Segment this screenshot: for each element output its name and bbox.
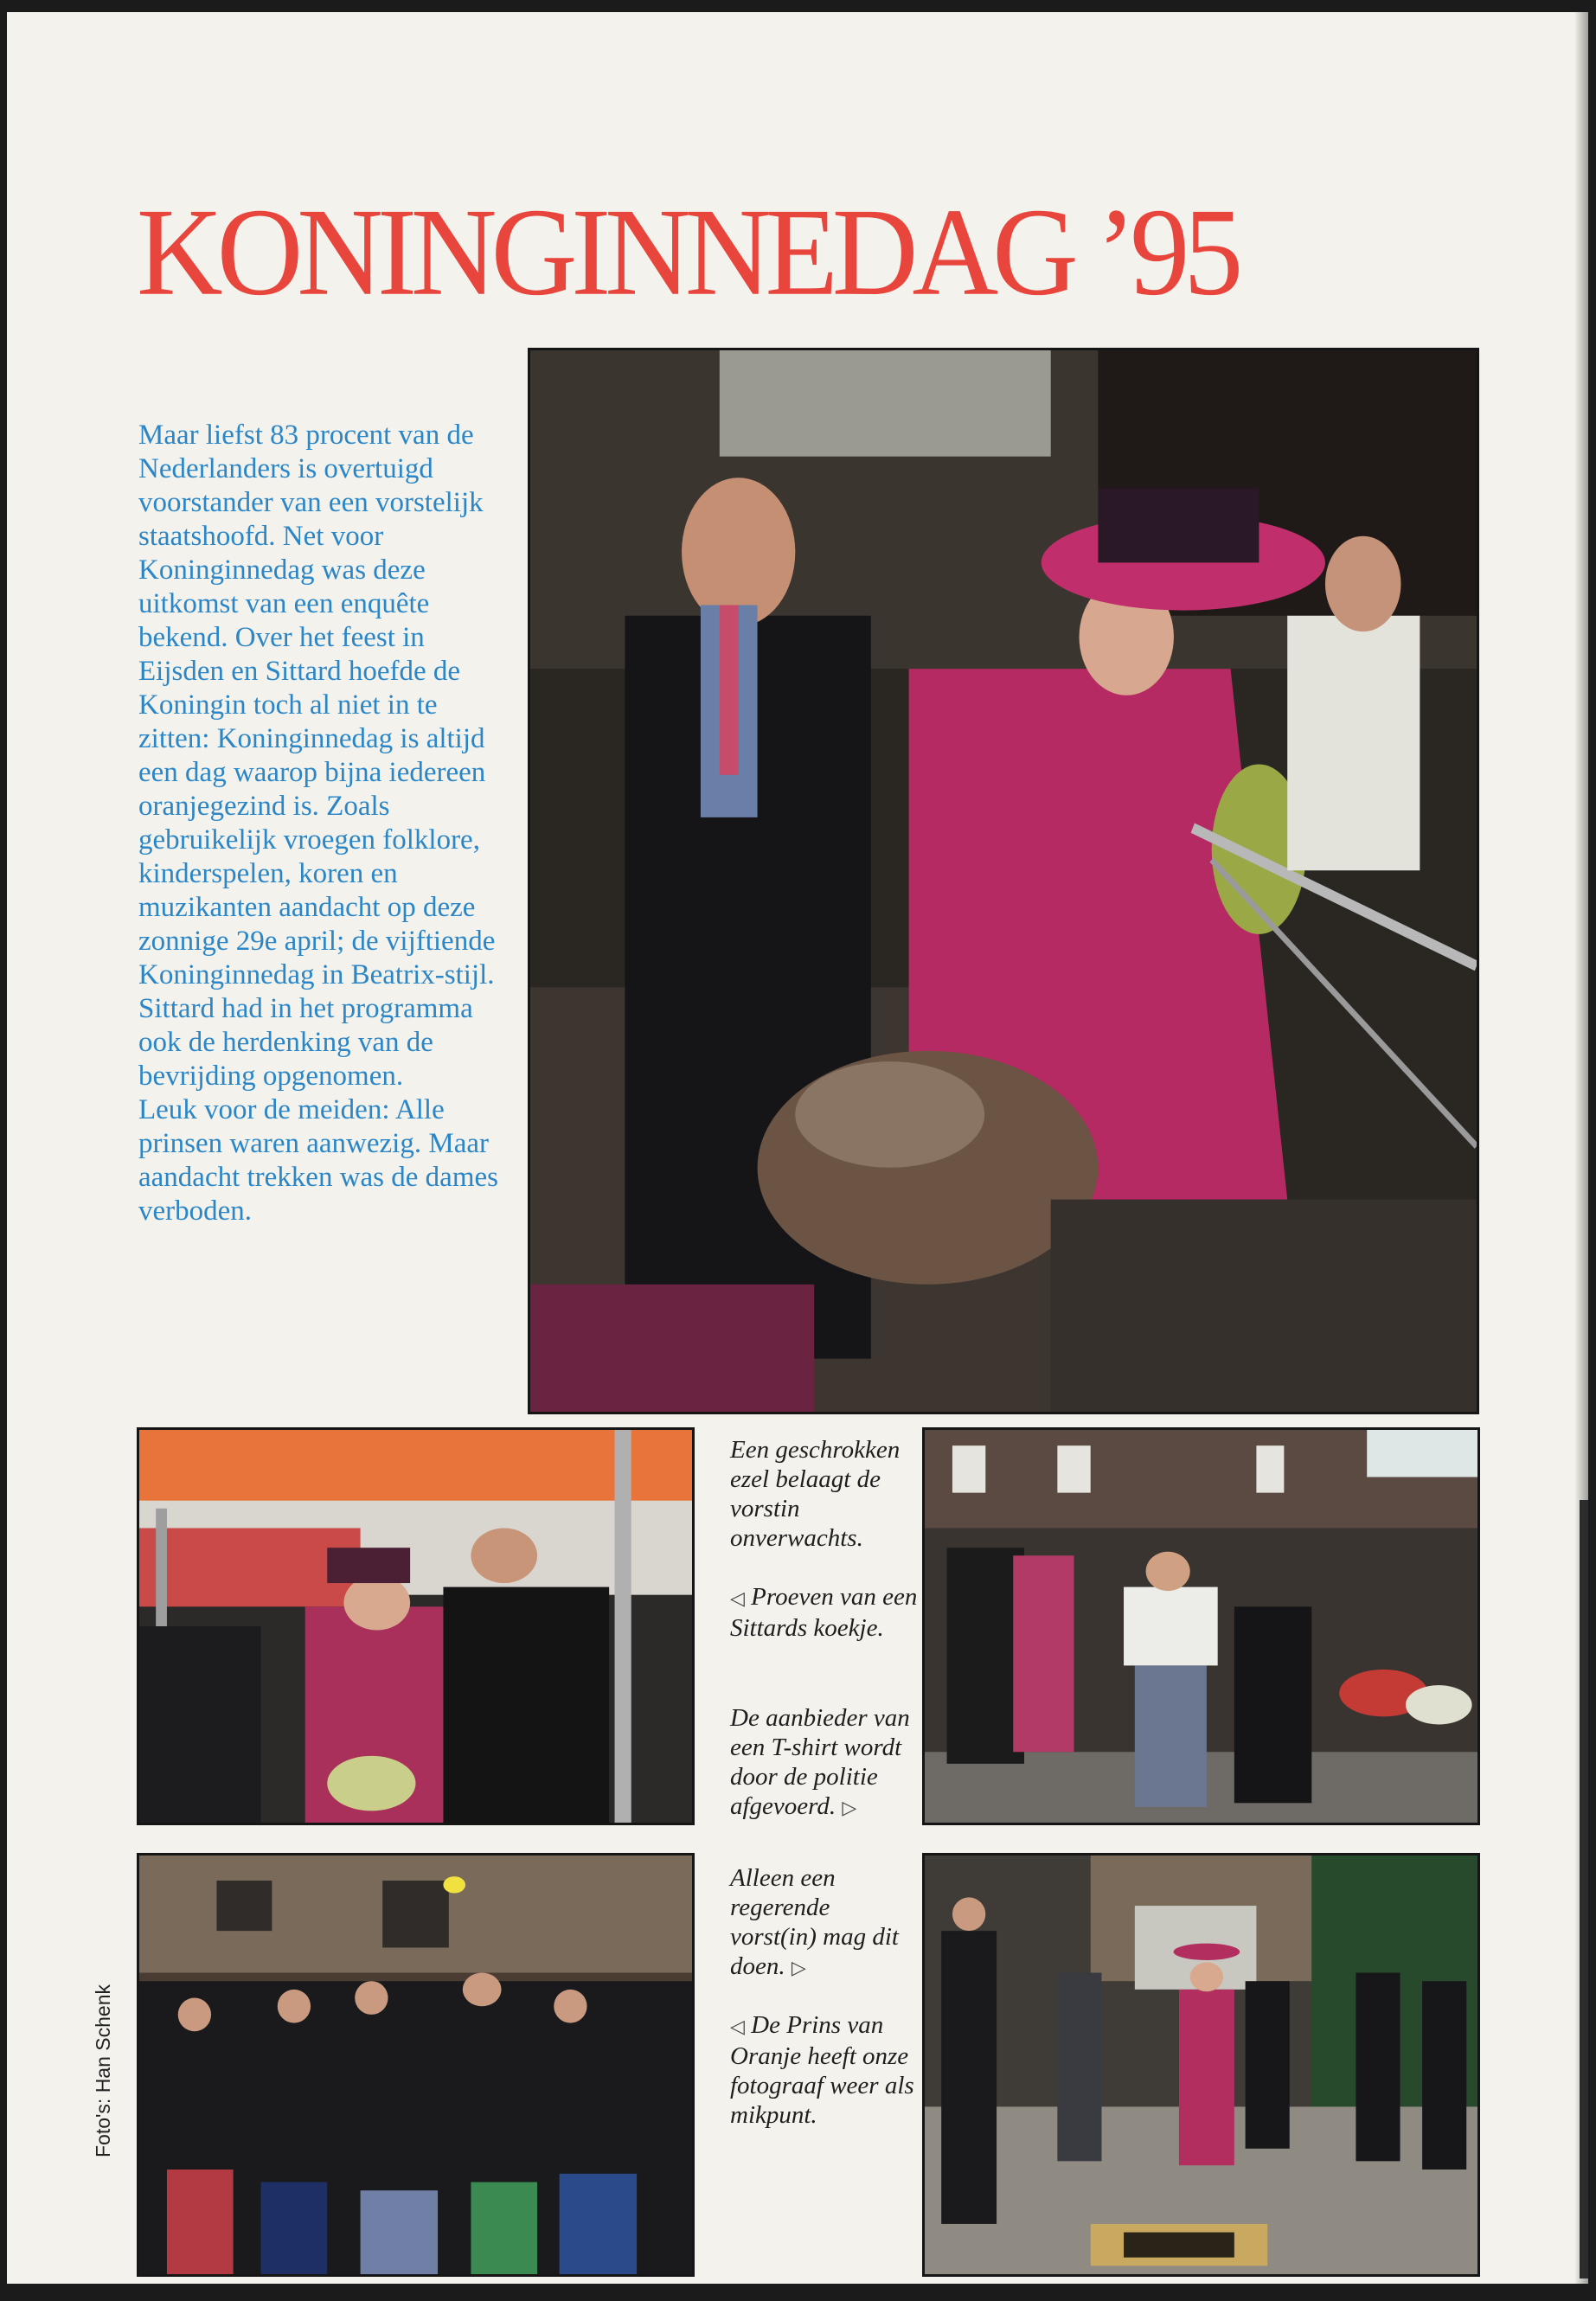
caption-text: Een geschrokken ezel belaagt de vorstin onverwachts.: [730, 1436, 901, 1552]
magazine-page: [7, 12, 1588, 2284]
page-fold: [1580, 1500, 1588, 2279]
intro-paragraph: Maar liefst 83 procent van de Nederlanders is overtuigd voorstander van een vorstelijk staatshoofd. Net voor Koninginnedag was deze uitkomst van een enquête bekend. Over het feest in Eijsden en Sittard hoefde de Koningin toch al niet in te zitten: Koninginnedag is altijd een dag waarop bijna iedereen oranjegezind is. Zoals gebruikelijk vroegen folklore, kinderspelen, koren en muzikanten aandacht op deze zonnige 29e april; de vijftiende Koninginnedag in Beatrix-stijl. Sittard had in het programma ook de herdenking van de bevrijding opgenomen.: [138, 420, 496, 1092]
left-triangle-icon: ◁: [730, 1587, 745, 1609]
right-triangle-icon: ▷: [842, 1797, 857, 1818]
photo-main-donkey: [528, 348, 1479, 1414]
caption-text: De aanbieder van een T-shirt wordt door de politie afgevoerd.: [730, 1704, 910, 1820]
photo-tshirt: [922, 1427, 1480, 1825]
caption-regent: [730, 1863, 920, 1983]
photo-credit: Foto's: Han Schenk: [92, 1984, 114, 2157]
caption-text: Alleen een regerende vorst(in) mag dit doen.: [730, 1864, 899, 1980]
caption-cookie: [730, 1582, 920, 1643]
caption-text: De Prins van Oranje heeft onze fotograaf weer als mikpunt.: [730, 2011, 914, 2129]
page-title: KONINGINNEDAG ’95: [137, 182, 1238, 322]
photo-cookie: [137, 1427, 695, 1825]
right-triangle-icon: ▷: [791, 1957, 806, 1978]
left-triangle-icon: ◁: [730, 2016, 745, 2037]
caption-donkey: [730, 1435, 920, 1553]
intro-text: [138, 419, 502, 1228]
photo-walking: [922, 1853, 1480, 2277]
caption-text: Proeven van een Sittards koekje.: [730, 1583, 918, 1642]
photo-princes: [137, 1853, 695, 2277]
intro-paragraph: Leuk voor de meiden: Alle prinsen waren aanwezig. Maar aandacht trekken was de dames verboden.: [138, 1094, 498, 1227]
caption-tshirt: [730, 1703, 920, 1823]
caption-prince: [730, 2010, 920, 2130]
